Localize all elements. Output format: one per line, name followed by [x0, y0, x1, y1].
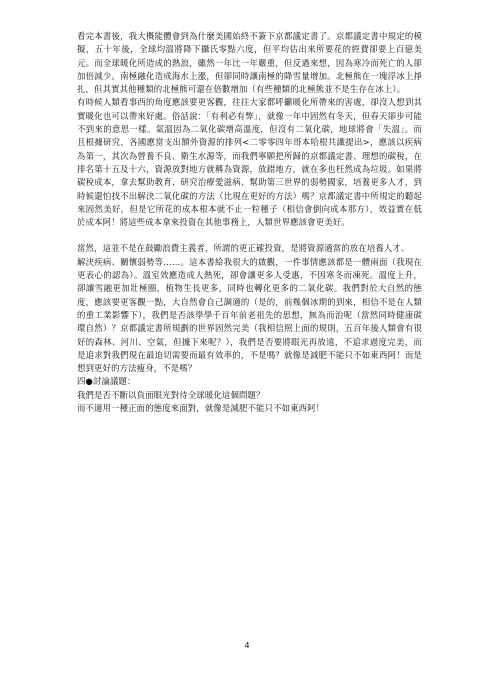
paragraph-gap — [77, 229, 422, 242]
paragraph-conclusion: 解決疾病、關懷弱勢等……。這本書給我很大的啟觀，一件事情應該都是一體兩面（我現在更表心的認為）。溫室效應造成人熱死，卻會讓更多人受惠，不因寒冬而凍死。溫度上升，卻讓雪融更加壯極圈，植物生長更多，同時也轉化更多的二氧化碳。我們對於大自然的態度，應該要更客觀一點，大自然會自己調適的（是的，前幾個冰期的到來，相信不是在人類的重工業影響下），我們是否該學學千百年前老祖先的思想，無為而治呢（當然同時健康碳環自然）？京都議定書所規劃的世界固然完美（我相信照上面的規則，五百年後人類會有很好的森林、河川、空氣，但據下來呢？），我們是否要將眼光再放遠，不追求過度完美，而是追求對我們現在最迫切需要而最有效率的，不是嗎？就像是減肥不能只不如東西阿！而是想到更好的方法瘦身，不是嗎？ — [77, 256, 422, 374]
page-number: 4 — [244, 641, 250, 650]
paragraph-conclusion-start: 當然，這並不是在鼓勵浪費主義者，所謂的更正確投資，是將資源適當的放在培養人才、 — [77, 243, 410, 254]
discussion-question-2: 而不適用一種正面的態度來面對，就像是減肥不能只不如東西阿！ — [77, 403, 325, 414]
discussion-heading: 四●討論議題： — [77, 376, 136, 387]
paragraph-intro: 看完本書後，我大概能體會到為什麼美國始終不簽下京都議定書了。京都議定書中規定的模擬，五十年後，全球均溫將降下攝氏零點六度，但平均估出來所要花的經費卻要上百億美元。而全球暖化所造成的熱浪，雖然一年比一年嚴重，但反過來想，因為寒冷而死亡的人卻加倍減少。南極融化造成海水上漲，但卻同時讓南極的降雪量增加。北極熊在一塊浮冰上掙扎，但其實其他種類的北極熊可還在倍數增加（有些種類的北極熊並不是生存在冰上）。 — [77, 31, 422, 95]
discussion-question-1: 我們是否不斷以負面眼光對待全球暖化這個問題？ — [77, 389, 265, 400]
document-body — [77, 30, 422, 415]
paragraph-perspective: 有時候人類看事西的角度應該要更客觀，往往大家都呼籲暖化所帶來的害處，卻沒人想到其實暖化也可以帶來好處。俗話說：「有利必有弊」，就像一年中固然有冬天，但春天卻步可能不到來的意思一樣。氣溫因為二氧化碳增高溫度，但沒有二氧化碳，地球將會「失溫」。而且根據研究，各國應當支出額外資源的排列<二零零四年哥本哈根共識提出>，應該以疾病為第一，其次為營養不良、衛生水源等，而我們寧願把所歸的京都議定書、理想的碳稅，在排名第十五及十六，資源放對地方就稱為資源，放錯地方，就在多也枉然成為垃圾。如果將碳稅成本，拿去幫助教育、研究治療愛滋病、幫助第三世界的弱勢國家，培養更多人才，到時候還怕找不出解決二氧化碳的方法（比現在更好的方法）嗎？京都議定書中所規定的聽起來固然美好，但是它所花的成本根本就不止一粒種子（相信會倒向成本那方），效益實在低於成本阿！將這些成本拿來投資在其他事務上，人類世界應該會更美好。 — [77, 97, 422, 228]
